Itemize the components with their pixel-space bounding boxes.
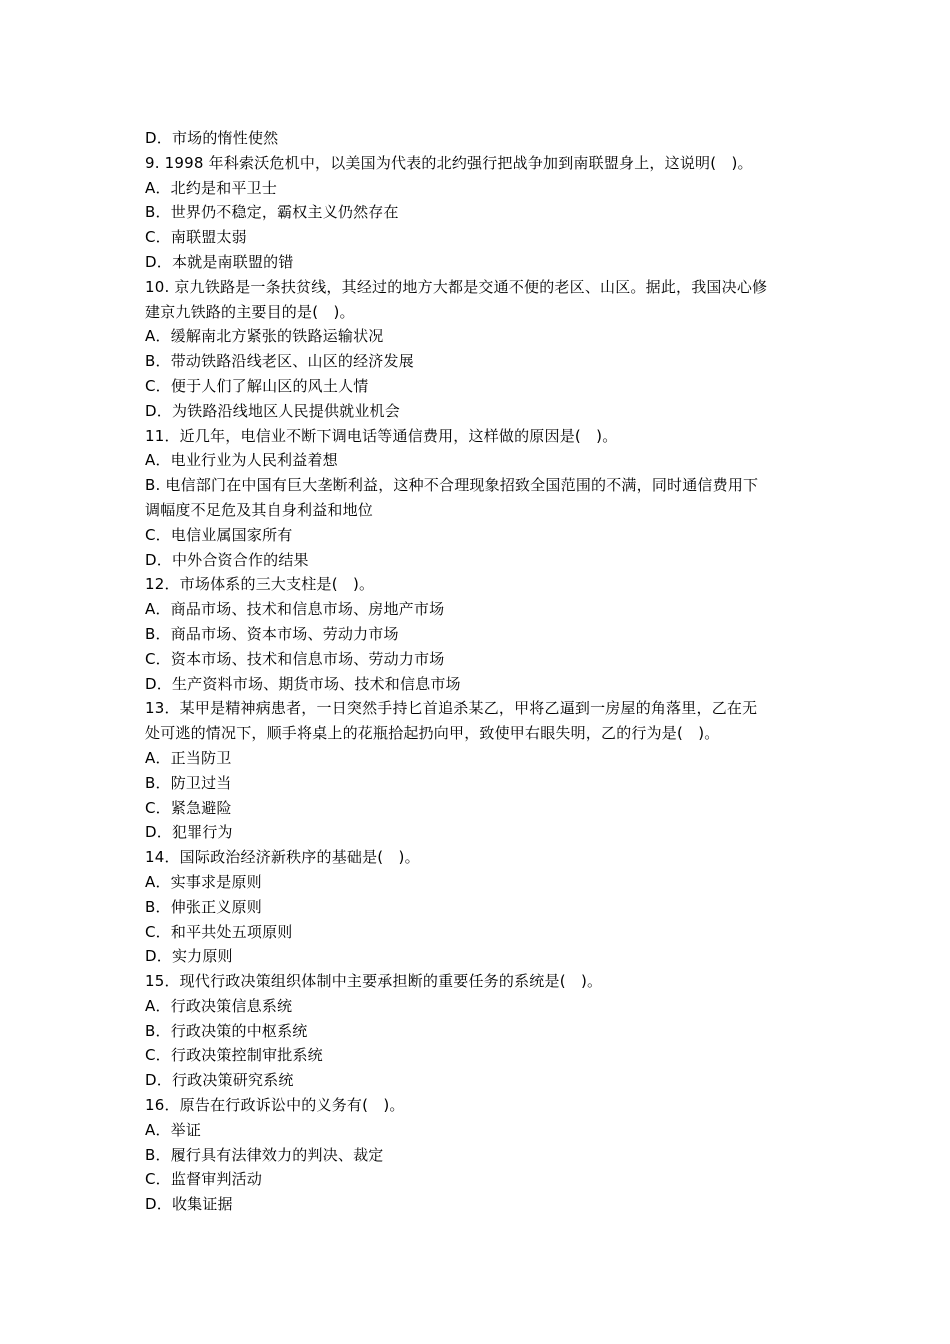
question-10-cont: 建京九铁路的主要目的是( )。 [145,302,355,321]
option-line: D．本就是南联盟的错 [145,252,294,271]
question-10: 10. 京九铁路是一条扶贫线，其经过的地方大都是交通不便的老区、山区。据此，我国决心修 [145,277,768,296]
option-line: C．南联盟太弱 [145,228,247,247]
option-line-cont: 调幅度不足危及其自身利益和地位 [145,500,374,519]
option-line: B．商品市场、资本市场、劳动力市场 [145,624,399,643]
text-line: D．市场的惰性使然 [145,129,279,147]
option-line: A．举证 [145,1120,202,1139]
option-line: D．犯罪行为 [145,823,233,842]
option-line: C．行政决策控制审批系统 [145,1046,323,1065]
document-page [145,126,813,1217]
option-line: C．便于人们了解山区的风土人情 [145,376,369,395]
question-13-cont: 处可逃的情况下，顺手将桌上的花瓶拾起扔向甲，致使甲右眼失明，乙的行为是( )。 [145,724,720,743]
option-line: B. 电信部门在中国有巨大垄断利益，这种不合理现象招致全国范围的不满，同时通信费用下 [145,476,759,495]
question-14: 14．国际政治经济新秩序的基础是( )。 [145,848,420,867]
question-9: 9. 1998 年科索沃危机中，以美国为代表的北约强行把战争加到南联盟身上，这说明( )。 [145,153,753,172]
option-line: B．带动铁路沿线老区、山区的经济发展 [145,352,414,371]
question-12: 12．市场体系的三大支柱是( )。 [145,575,375,594]
option-line: A．商品市场、技术和信息市场、房地产市场 [145,600,445,619]
option-line: C．紧急避险 [145,798,232,817]
option-line: D．为铁路沿线地区人民提供就业机会 [145,401,400,420]
option-line: C．监督审判活动 [145,1170,263,1189]
option-line: A．缓解南北方紧张的铁路运输状况 [145,327,384,346]
question-13: 13．某甲是精神病患者，一日突然手持匕首追杀某乙，甲将乙逼到一房屋的角落里，乙在无 [145,699,758,718]
option-line: B．防卫过当 [145,773,232,792]
option-line: A．正当防卫 [145,748,232,767]
question-11: 11．近几年，电信业不断下调电话等通信费用，这样做的原因是( )。 [145,426,618,445]
option-line: B．伸张正义原则 [145,897,262,916]
option-line: A．电业行业为人民利益着想 [145,451,338,470]
question-16: 16．原告在行政诉讼中的义务有( )。 [145,1096,405,1115]
option-line: A．北约是和平卫士 [145,178,278,197]
question-15: 15．现代行政决策组织体制中主要承担断的重要任务的系统是( )。 [145,972,603,991]
option-line: D．实力原则 [145,947,233,966]
option-line: D．生产资料市场、期货市场、技术和信息市场 [145,674,461,693]
option-line: D．中外合资合作的结果 [145,550,309,569]
option-line: D．行政决策研究系统 [145,1071,294,1090]
option-line: A．实事求是原则 [145,872,262,891]
option-line: B．世界仍不稳定，霸权主义仍然存在 [145,203,399,222]
option-line: C．电信业属国家所有 [145,525,293,544]
option-line: B．履行具有法律效力的判决、裁定 [145,1145,384,1164]
option-line: A．行政决策信息系统 [145,996,293,1015]
option-line: C．资本市场、技术和信息市场、劳动力市场 [145,649,445,668]
option-line: C．和平共处五项原则 [145,922,293,941]
option-line: B．行政决策的中枢系统 [145,1021,308,1040]
option-line: D．收集证据 [145,1195,233,1214]
